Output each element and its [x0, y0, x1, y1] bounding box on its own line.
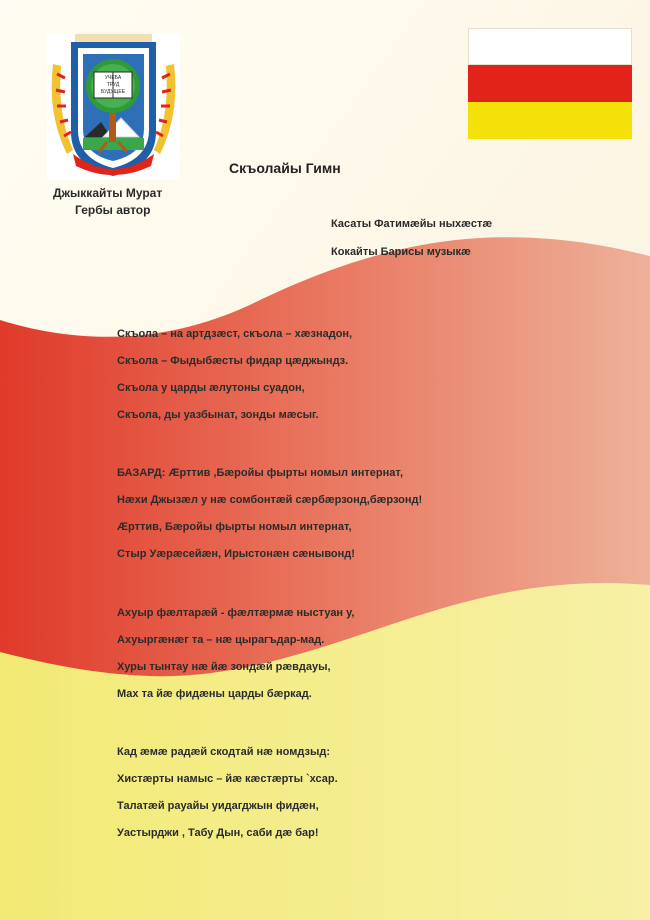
verse-line: Ахуыргæнæг та – нæ цырагъдар-мад. — [117, 634, 325, 646]
chorus-line: Æрттив, Бæройы фырты номыл интернат, — [117, 521, 352, 533]
verse-line: Уастырджи , Табу Дын, саби дæ бар! — [117, 827, 319, 839]
flag-yellow-stripe — [468, 102, 632, 139]
coat-of-arms-icon — [47, 34, 180, 180]
chorus-line: Нæхи Джызæл у нæ сомбонтæй сæрбæрзонд,бæрзонд! — [117, 494, 423, 506]
emblem-author-name: Джыккайты Мурат — [53, 186, 163, 200]
school-emblem — [47, 34, 180, 180]
flag-white-stripe — [468, 28, 632, 65]
chorus-line: БАЗАРД: Æрттив ,Бæройы фырты номыл интернат, — [117, 467, 404, 479]
verse-line: Ахуыр фæлтарæй - фæлтæрмæ ныстуан у, — [117, 607, 355, 619]
chorus-line: Стыр Уæрæсейæн, Ирыстонæн сæнывонд! — [117, 548, 355, 560]
verse-line: Кад æмæ радæй скодтай нæ номдзыд: — [117, 746, 330, 758]
flag-red-stripe — [468, 65, 632, 102]
verse-line: Скъола у царды æлутоны суадон, — [117, 382, 305, 394]
verse-line: Скъола – на артдзæст, скъола – хæзнадон, — [117, 328, 353, 340]
emblem-author-role: Гербы автор — [75, 203, 151, 217]
verse-line: Скъола – Фыдыбæсты фидар цæджындз. — [117, 355, 349, 367]
emblem-book-text-2: ТРУД — [106, 82, 120, 88]
verse-line: Хуры тынтау нæ йæ зондæй рæвдауы, — [117, 661, 331, 673]
verse-line: Мах та йæ фидæны царды бæркад. — [117, 688, 312, 700]
north-ossetia-flag — [468, 28, 632, 139]
verse-line: Талатæй рауайы уидагджын фидæн, — [117, 800, 319, 812]
emblem-book-text-1: УЧЕБА — [104, 75, 122, 81]
music-credit: Кокайты Барисы музыкæ — [331, 246, 471, 258]
anthem-title: Скъолайы Гимн — [229, 160, 341, 176]
lyrics-credit: Касаты Фатимæйы ныхæстæ — [331, 218, 493, 230]
verse-line: Скъола, ды уазбынат, зонды мæсыг. — [117, 409, 319, 421]
verse-line: Хистæрты намыс – йæ кæстæрты `хсар. — [117, 773, 338, 785]
emblem-book-text-3: БУДУЩЕЕ — [100, 89, 126, 95]
